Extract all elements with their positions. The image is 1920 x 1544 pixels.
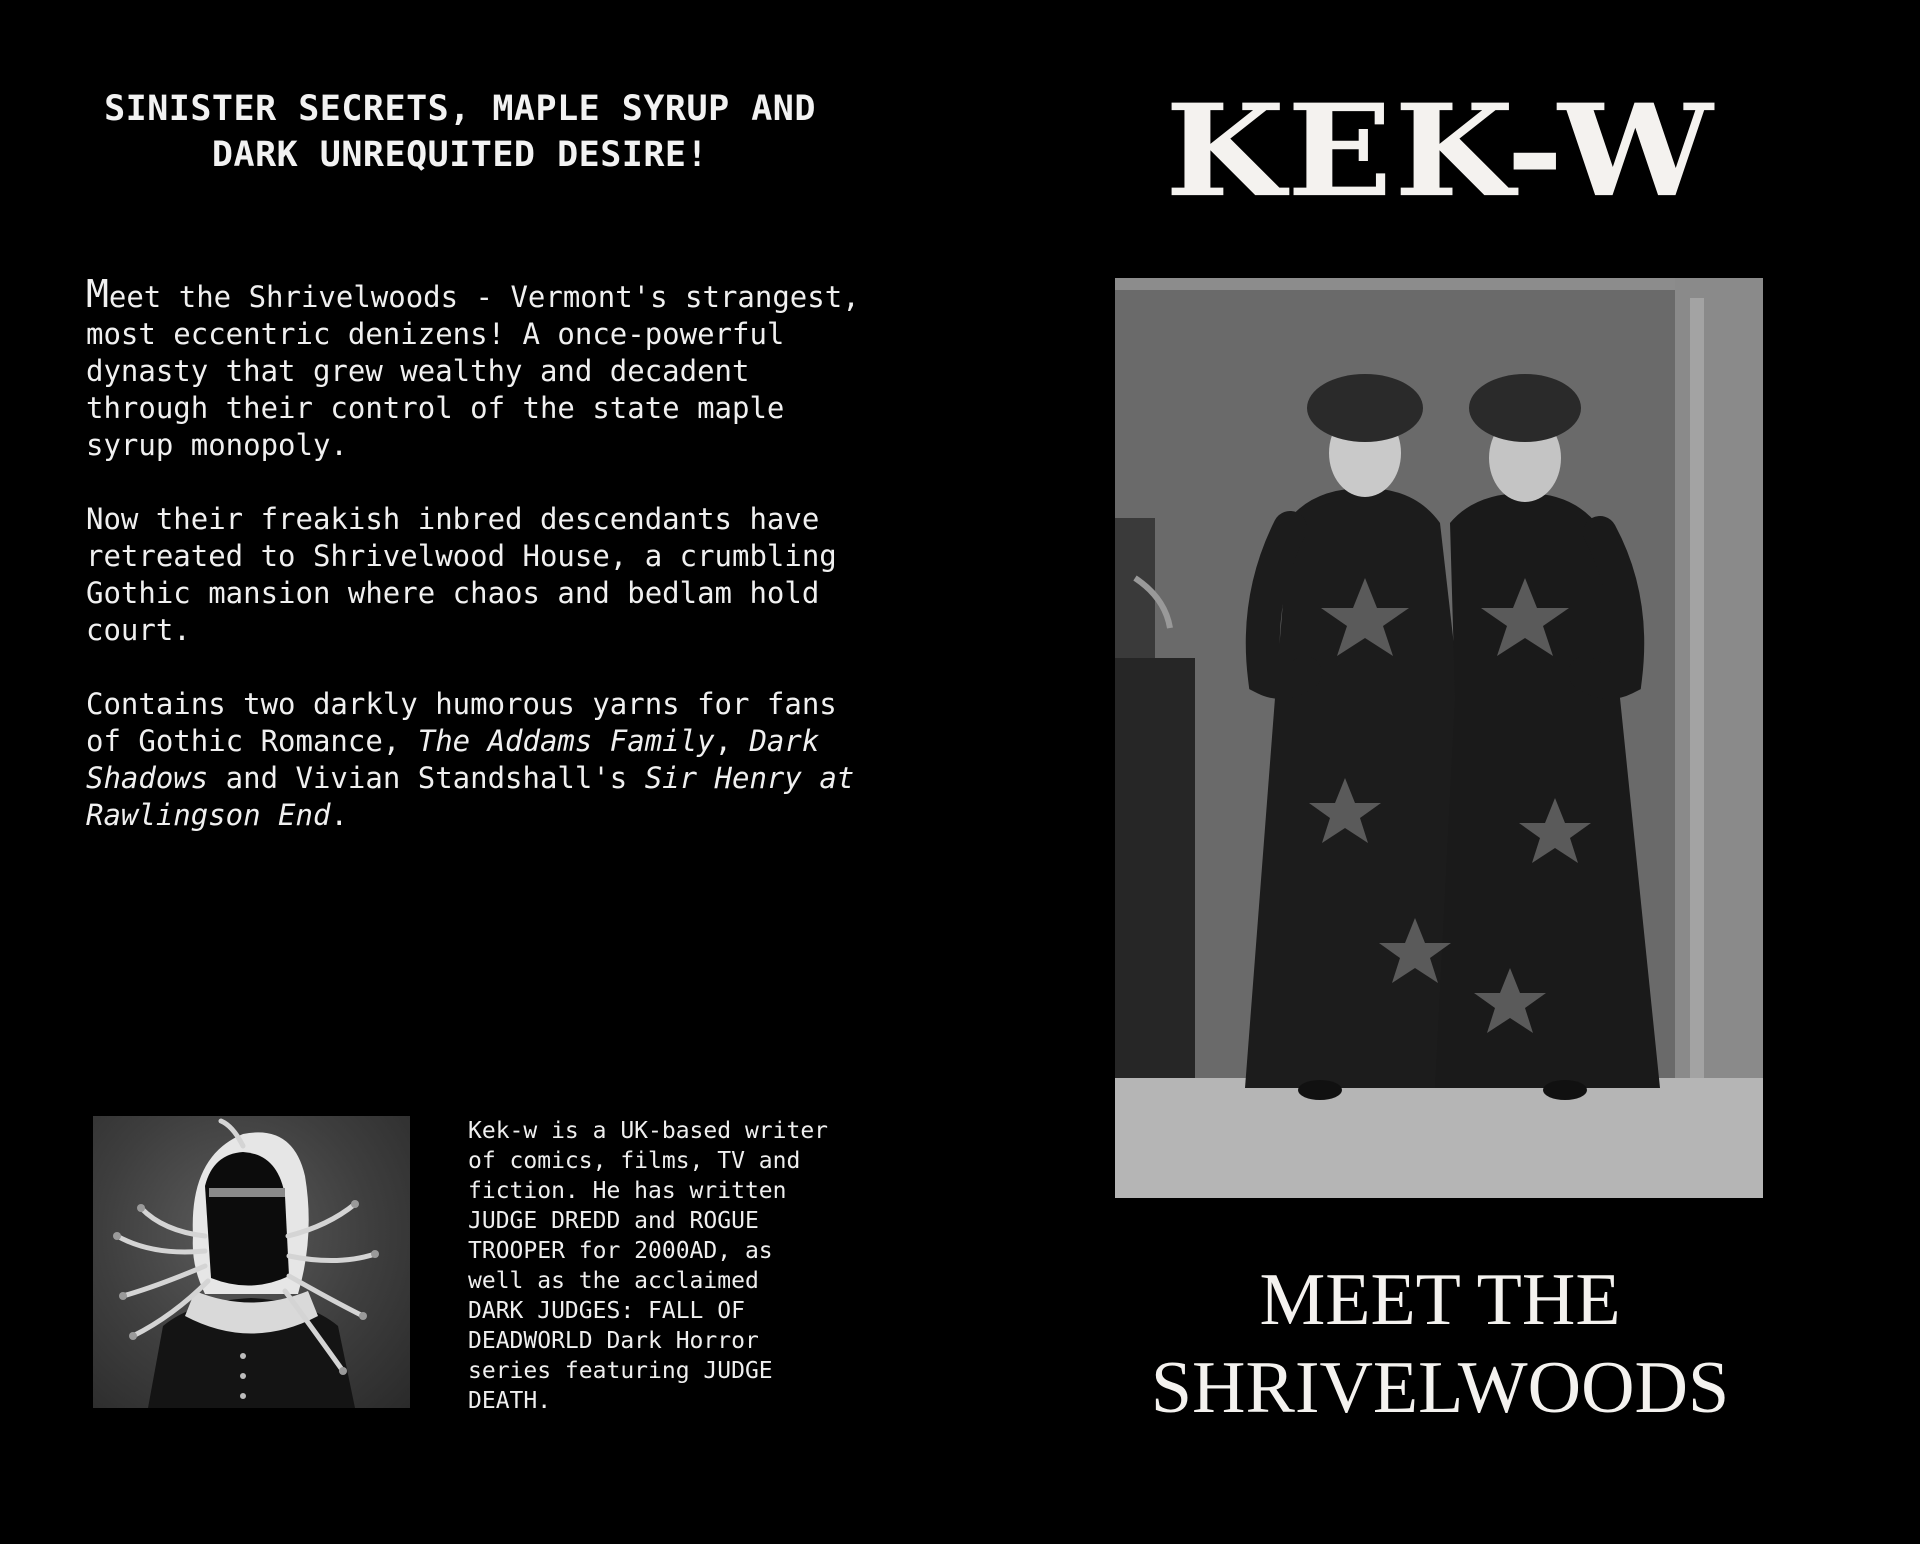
tagline-line-2: DARK UNREQUITED DESIRE! (211, 135, 709, 175)
book-title-line-2: SHRIVELWOODS (1150, 1347, 1730, 1429)
blurb-p3-text-c: , (714, 724, 750, 758)
masked-figure-illustration (93, 1116, 410, 1408)
blurb-p3-title-addams: The Addams Family (417, 724, 715, 758)
author-bio-line: DEATH. (468, 1388, 552, 1414)
author-name-title: KEK-W (1165, 75, 1715, 226)
author-bio-line: TROOPER for 2000AD, as (468, 1238, 773, 1264)
tagline (60, 86, 860, 178)
author-photo (93, 1116, 410, 1408)
blurb-paragraph-1 (86, 272, 886, 464)
author-bio (468, 1116, 888, 1416)
blurb-p3-title-sir-henry: Sir Henry at Rawlingson End (86, 761, 855, 832)
front-cover (960, 0, 1920, 1544)
book-title (960, 1256, 1920, 1432)
author-bio-line: DARK JUDGES: FALL OF (468, 1298, 745, 1324)
author-bio-line: Kek-w is a UK-based writer (468, 1118, 829, 1144)
book-title-line-1: MEET THE (1259, 1259, 1621, 1341)
blurb-paragraph-1-text: eet the Shrivelwoods - Vermont's strangest, most eccentric denizens! A once-powerful dynasty that grew wealthy and decadent through their control of the state maple syrup monopoly. (86, 280, 860, 462)
two-women-photograph-illustration (1115, 278, 1763, 1198)
author-bio-line: fiction. He has written (468, 1178, 787, 1204)
blurb-paragraph-2: Now their freakish inbred descendants have retreated to Shrivelwood House, a crumbling Gothic mansion where chaos and bedlam hold court. (86, 502, 837, 647)
author-bio-line: well as the acclaimed (468, 1268, 759, 1294)
blurb-p3-text-e: and Vivian Standshall's (208, 761, 645, 795)
blurb-p3-text-g: . (330, 798, 348, 832)
tagline-line-1: SINISTER SECRETS, MAPLE SYRUP AND (104, 89, 816, 129)
author-bio-line: of comics, films, TV and (468, 1148, 801, 1174)
blurb (86, 272, 886, 871)
author-bio-line: DEADWORLD Dark Horror (468, 1328, 759, 1354)
blurb-p3-text-a: Contains two darkly humorous yarns for fans of Gothic Romance, (86, 687, 837, 758)
author-bio-line: JUDGE DREDD and ROGUE (468, 1208, 759, 1234)
blurb-drop-letter: M (86, 272, 109, 316)
blurb-p3-title-dark-shadows: Dark Shadows (86, 724, 820, 795)
author-bio-line: series featuring JUDGE (468, 1358, 773, 1384)
cover-photo (1115, 278, 1763, 1198)
blurb-paragraph-3 (86, 686, 886, 834)
